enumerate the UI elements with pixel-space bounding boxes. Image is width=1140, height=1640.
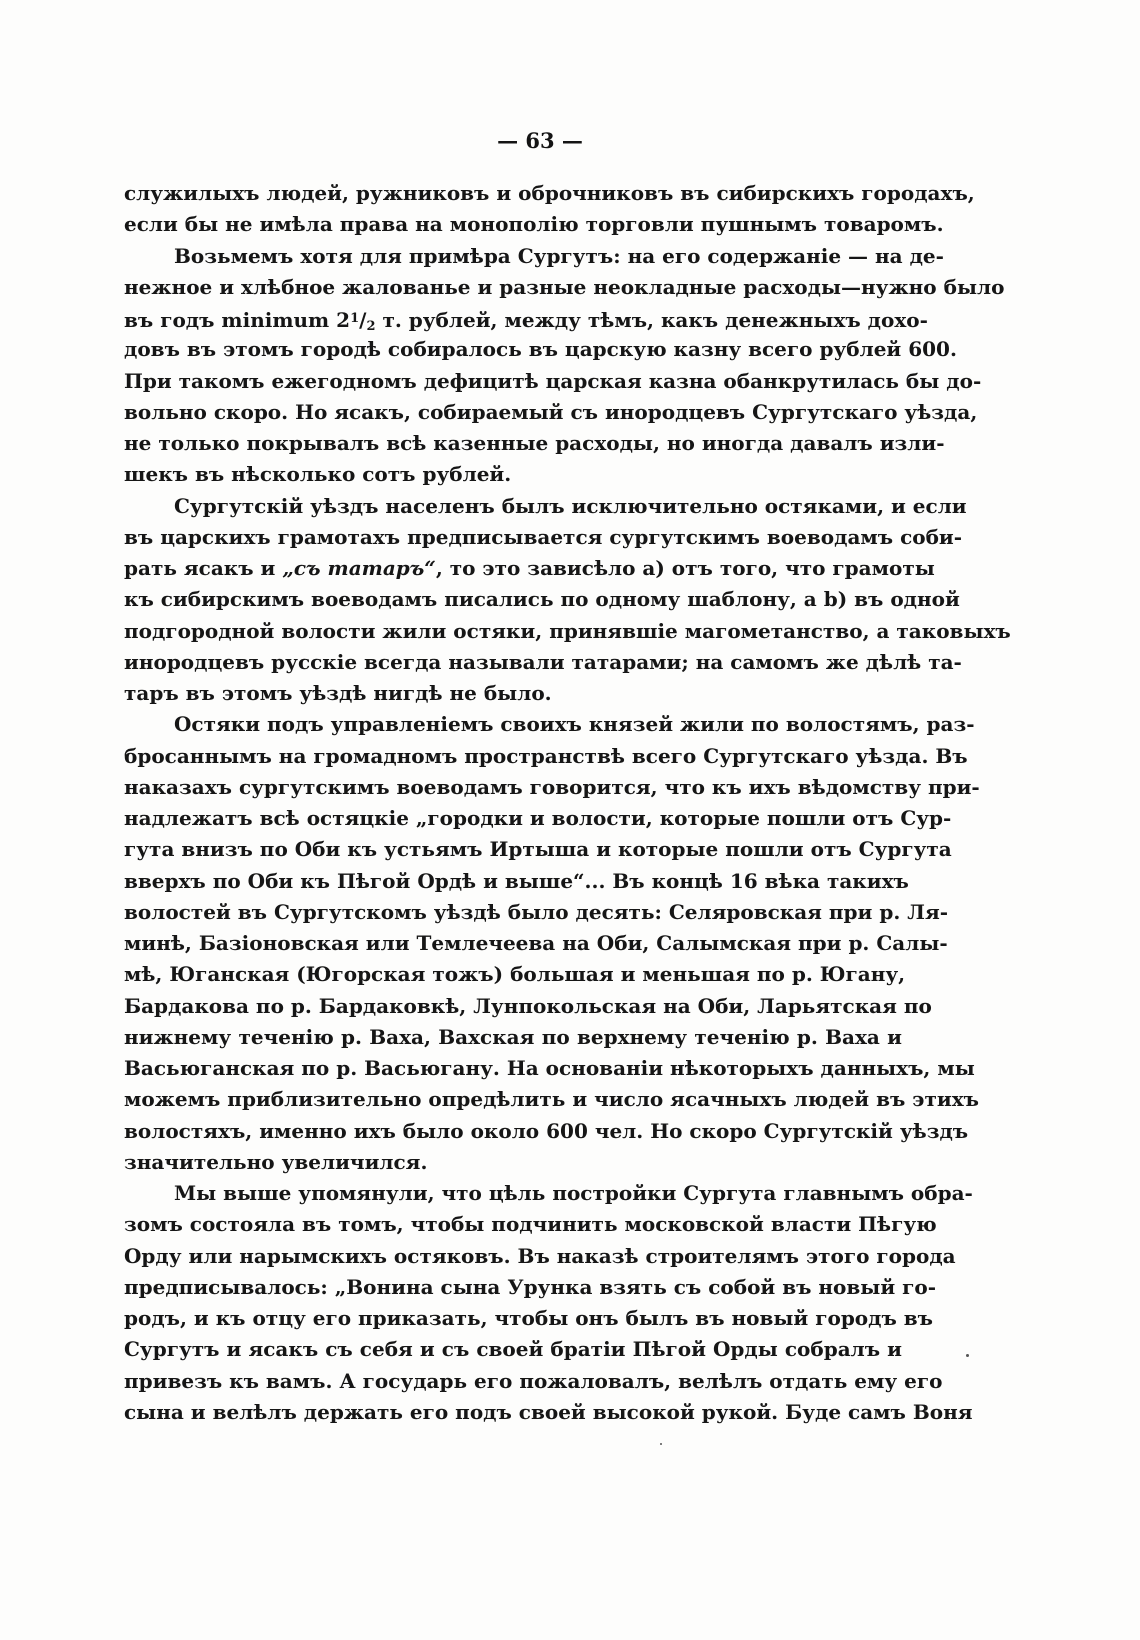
text-line: нижнему теченію р. Ваха, Вахская по верхнему теченію р. Ваха и <box>124 1024 902 1049</box>
text-line: Мы выше упомянули, что цѣль постройки Сургута главнымъ обра- <box>174 1181 973 1205</box>
text-line: инородцевъ русскіе всегда называли татарами; на самомъ же дѣлѣ та- <box>124 649 962 674</box>
text-line: зомъ состояла въ томъ, чтобы подчинить московской власти Пѣгую <box>124 1212 937 1237</box>
text-line: Васьюганская по р. Васьюгану. На основаніи нѣкоторыхъ данныхъ, мы <box>124 1056 975 1080</box>
text-line: волостяхъ, именно ихъ было около 600 чел. Но скоро Сургутскій уѣздъ <box>124 1118 969 1143</box>
text-line: вверхъ по Оби къ Пѣгой Ордѣ и выше“... Въ концѣ 16 вѣка такихъ <box>124 868 909 893</box>
text-fragment: въ годъ minimum 2 <box>124 308 351 332</box>
fraction-slash: / <box>359 308 367 332</box>
text-line: служилыхъ людей, ружниковъ и оброчниковъ въ сибирскихъ городахъ, <box>124 181 975 205</box>
text-line: сына и велѣлъ держать его подъ своей высокой рукой. Буде самъ Воня <box>124 1399 973 1424</box>
italic-quote: „съ татаръ“ <box>282 556 436 580</box>
page-number: — 63 — <box>497 128 583 153</box>
text-line: нежное и хлѣбное жалованье и разные неокладные расходы—нужно было <box>124 274 1005 299</box>
text-line: Сургутъ и ясакъ съ себя и съ своей братіи Пѣгой Орды собралъ и <box>124 1337 902 1362</box>
text-line: значительно увеличился. <box>124 1149 428 1174</box>
text-line <box>124 553 935 584</box>
text-line: подгородной волости жили остяки, принявшіе магометанство, а таковыхъ <box>124 618 1011 643</box>
scan-speck <box>966 1354 969 1357</box>
text-line: къ сибирскимъ воеводамъ писались по одному шаблону, а b) въ одной <box>124 587 960 612</box>
text-line: гута внизъ по Оби къ устьямъ Иртыша и которые пошли отъ Сургута <box>124 837 952 862</box>
text-line: если бы не имѣла права на монополію торговли пушнымъ товаромъ. <box>124 212 944 237</box>
fraction-numerator: 1 <box>350 311 360 326</box>
text-line: Бардакова по р. Бардаковкѣ, Лунпокольская на Оби, Ларьятская по <box>124 993 932 1018</box>
text-line: Остяки подъ управленіемъ своихъ князей жили по волостямъ, раз- <box>174 712 975 737</box>
fraction-denominator: 2 <box>366 319 376 334</box>
text-line: Возьмемъ хотя для примѣра Сургутъ: на его содержаніе — на де- <box>174 243 944 268</box>
text-line: предписывалось: „Вонина сына Урунка взять съ собой въ новый го- <box>124 1274 937 1299</box>
text-line: наказахъ сургутскимъ воеводамъ говорится, что къ ихъ вѣдомству при- <box>124 774 980 799</box>
text-line: При такомъ ежегодномъ дефицитѣ царская казна обанкрутилась бы до- <box>124 368 982 393</box>
text-line: Орду или нарымскихъ остяковъ. Въ наказѣ строителямъ этого города <box>124 1243 956 1268</box>
text-fragment: , то это зависѣло а) отъ того, что грамоты <box>435 556 935 580</box>
text-line: родъ, и къ отцу его приказать, чтобы онъ былъ въ новый городъ въ <box>124 1306 934 1330</box>
text-line <box>124 303 928 334</box>
text-line: привезъ къ вамъ. А государь его пожаловалъ, велѣлъ отдать ему его <box>124 1368 943 1393</box>
text-line: бросаннымъ на громадномъ пространствѣ всего Сургутскаго уѣзда. Въ <box>124 743 968 768</box>
scan-speck <box>660 1443 662 1445</box>
text-line: довъ въ этомъ городѣ собиралось въ царскую казну всего рублей 600. <box>124 337 957 362</box>
text-fragment: рать ясакъ и <box>124 556 283 580</box>
text-line: вольно скоро. Но ясакъ, собираемый съ инородцевъ Сургутскаго уѣзда, <box>124 399 978 424</box>
text-line: минѣ, Базіоновская или Темлечеева на Оби, Салымская при р. Салы- <box>124 931 948 955</box>
body-text <box>124 178 1011 1428</box>
text-fragment: т. рублей, между тѣмъ, какъ денежныхъ дохо- <box>375 308 928 332</box>
text-line: можемъ приблизительно опредѣлить и число ясачныхъ людей въ этихъ <box>124 1087 979 1112</box>
text-line: шекъ въ нѣсколько сотъ рублей. <box>124 462 512 487</box>
text-line: волостей въ Сургутскомъ уѣздѣ было десять: Селяровская при р. Ля- <box>124 899 949 924</box>
text-line: мѣ, Юганская (Югорская тожъ) большая и меньшая по р. Югану, <box>124 962 906 987</box>
text-line: Сургутскій уѣздъ населенъ былъ исключительно остяками, и если <box>174 493 967 518</box>
text-line: не только покрывалъ всѣ казенные расходы, но иногда давалъ изли- <box>124 431 945 455</box>
text-line: надлежатъ всѣ остяцкіе „городки и волости, которые пошли отъ Сур- <box>124 806 952 830</box>
text-line: таръ въ этомъ уѣздѣ нигдѣ не было. <box>124 681 552 705</box>
text-line: въ царскихъ грамотахъ предписывается сургутскимъ воеводамъ соби- <box>124 524 963 549</box>
